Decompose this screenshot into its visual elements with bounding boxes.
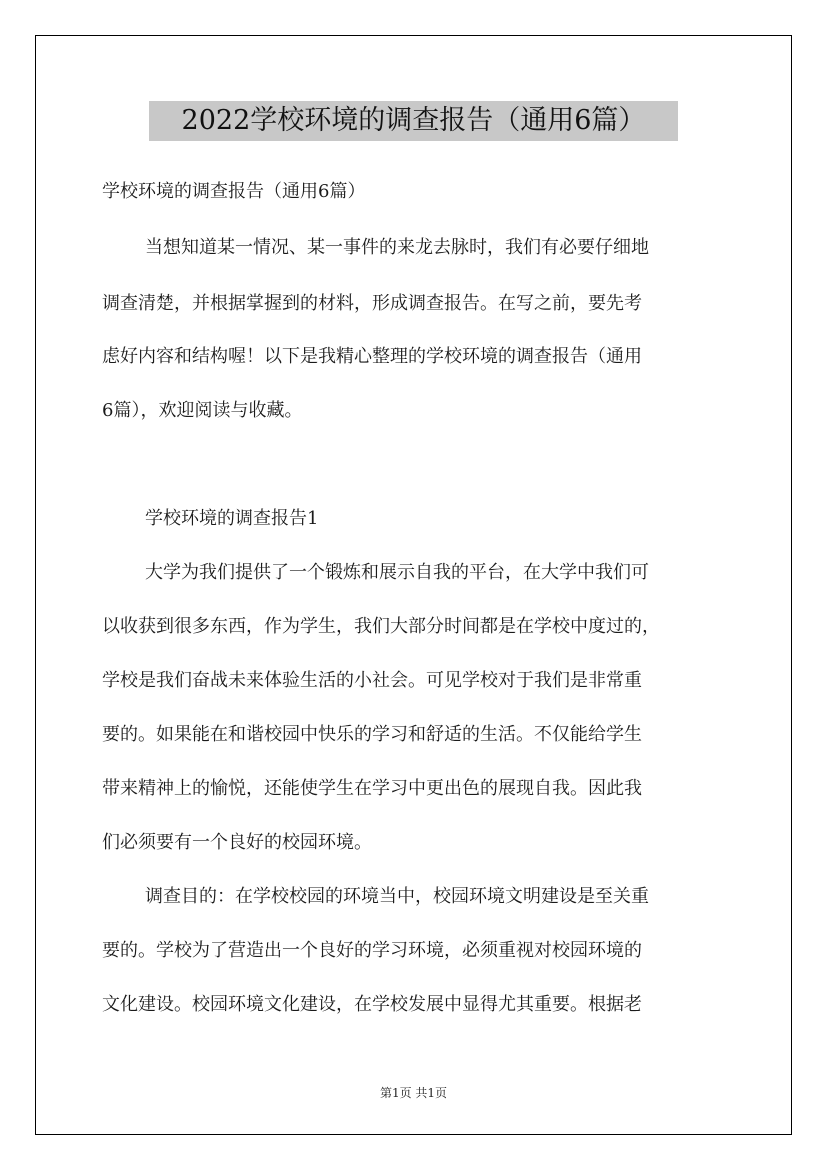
section-heading: 学校环境的调查报告1 (145, 508, 319, 529)
page-footer: 第1页 共1页 (379, 1086, 448, 1100)
paragraph-line: 大学为我们提供了一个锻炼和展示自我的平台，在大学中我们可 (145, 562, 649, 583)
intro-line: 虑好内容和结构喔！以下是我精心整理的学校环境的调查报告（通用 (102, 346, 642, 367)
paragraph-line: 调查目的：在学校校园的环境当中，校园环境文明建设是至关重 (145, 886, 649, 907)
paragraph-line: 学校是我们奋战未来体验生活的小社会。可见学校对于我们是非常重 (102, 670, 642, 691)
paragraph-line: 要的。如果能在和谐校园中快乐的学习和舒适的生活。不仅能给学生 (102, 724, 642, 745)
document-title: 2022学校环境的调查报告（通用6篇） (149, 101, 678, 141)
paragraph-line: 要的。学校为了营造出一个良好的学习环境，必须重视对校园环境的 (102, 940, 642, 961)
paragraph-line: 以收获到很多东西，作为学生，我们大部分时间都是在学校中度过的， (102, 616, 660, 637)
intro-line: 当想知道某一情况、某一事件的来龙去脉时，我们有必要仔细地 (145, 237, 649, 258)
document-subtitle: 学校环境的调查报告（通用6篇） (102, 181, 366, 202)
intro-line: 调查清楚，并根据掌握到的材料，形成调查报告。在写之前，要先考 (102, 293, 642, 314)
paragraph-line: 带来精神上的愉悦，还能使学生在学习中更出色的展现自我。因此我 (102, 778, 642, 799)
paragraph-line: 们必须要有一个良好的校园环境。 (102, 832, 372, 853)
intro-line: 6篇），欢迎阅读与收藏。 (102, 400, 303, 421)
paragraph-line: 文化建设。校园环境文化建设，在学校发展中显得尤其重要。根据老 (102, 994, 642, 1015)
